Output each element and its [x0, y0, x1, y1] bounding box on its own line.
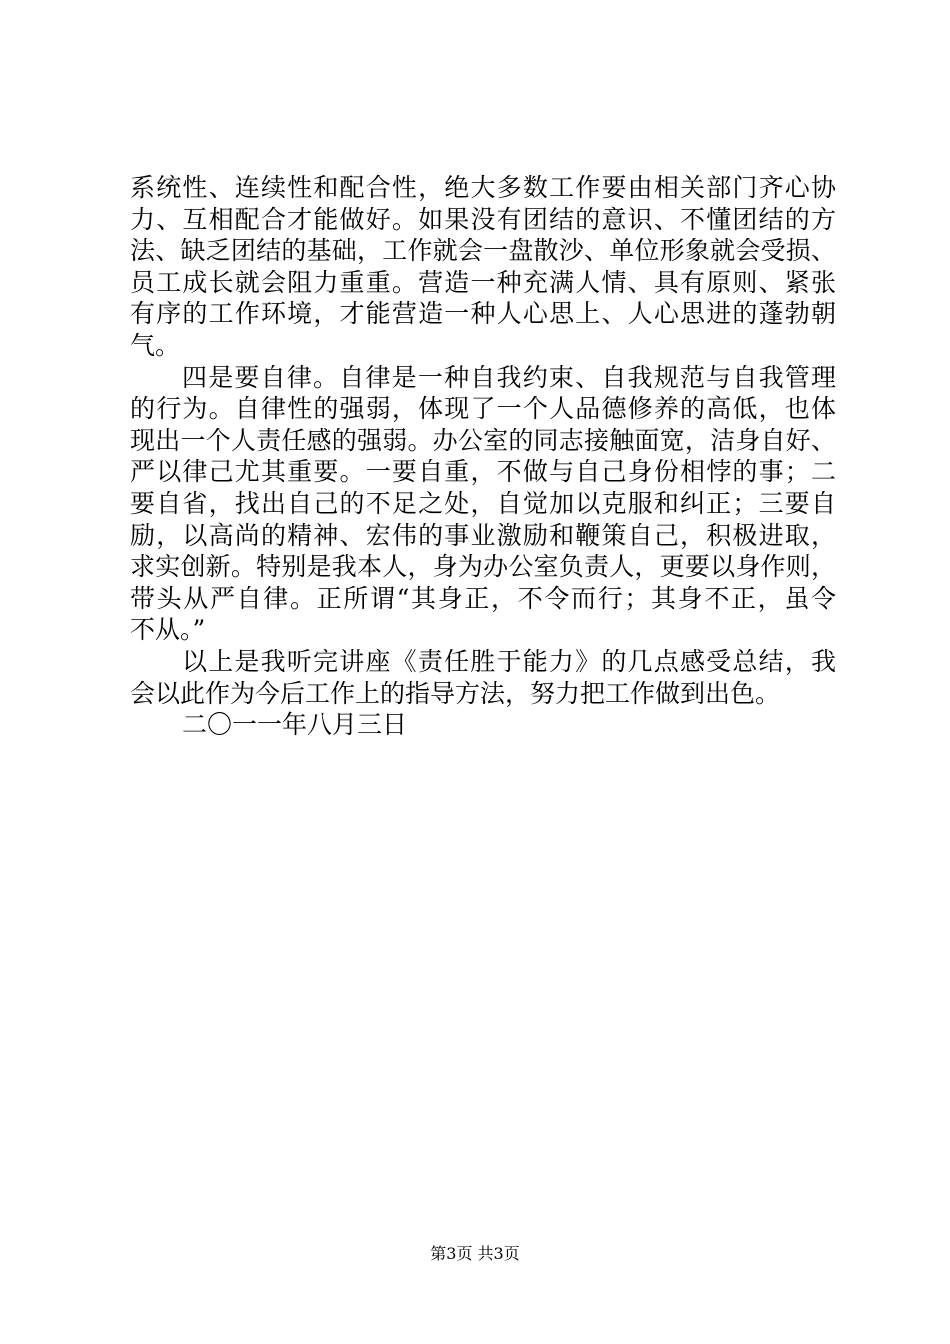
text-line: 现出一个人责任感的强弱。办公室的同志接触面宽，洁身自好、 [130, 425, 836, 455]
text-line: 严以律己尤其重要。一要自重，不做与自己身份相悖的事；二 [130, 457, 836, 487]
paragraph-start-line: 四是要自律。自律是一种自我约束、自我规范与自我管理 [182, 362, 836, 392]
text-line: 气。 [130, 330, 181, 360]
date-line: 二〇一一年八月三日 [182, 710, 408, 740]
text-line: 有序的工作环境，才能营造一种人心思上、人心思进的蓬勃朝 [130, 299, 836, 329]
text-line: 系统性、连续性和配合性，绝大多数工作要由相关部门齐心协 [130, 173, 836, 202]
text-line: 求实创新。特别是我本人，身为办公室负责人，更要以身作则， [130, 552, 836, 582]
text-line: 的行为。自律性的强弱，体现了一个人品德修养的高低，也体 [130, 394, 836, 424]
text-line: 要自省，找出自己的不足之处，自觉加以克服和纠正；三要自 [130, 488, 836, 518]
text-line: 励，以高尚的精神、宏伟的事业激励和鞭策自己，积极进取， [130, 520, 836, 550]
text-line: 员工成长就会阻力重重。营造一种充满人情、具有原则、紧张 [130, 267, 836, 297]
text-line: 带头从严自律。正所谓“其身正，不令而行；其身不正，虽令 [130, 583, 836, 613]
paragraph-start-line: 以上是我听完讲座《责任胜于能力》的几点感受总结，我 [182, 646, 836, 676]
text-line: 力、互相配合才能做好。如果没有团结的意识、不懂团结的方 [130, 204, 836, 234]
text-line: 法、缺乏团结的基础，工作就会一盘散沙、单位形象就会受损、 [130, 236, 836, 266]
document-body [130, 172, 836, 741]
text-line: 会以此作为今后工作上的指导方法，努力把工作做到出色。 [130, 678, 781, 708]
page-number-footer: 第3页 共3页 [430, 1244, 520, 1263]
text-line: 不从。” [130, 615, 206, 645]
